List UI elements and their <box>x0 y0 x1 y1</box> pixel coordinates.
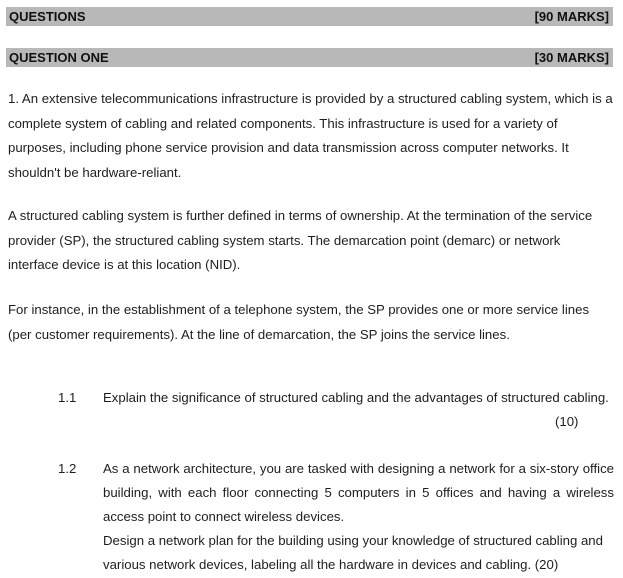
section-marks: [90 MARKS] <box>534 9 609 24</box>
question-header-bar <box>6 48 613 67</box>
question-1-1-number: 1.1 <box>58 390 77 405</box>
question-1-1-text: Explain the significance of structured cabling and the advantages of structured cabling. <box>103 390 609 405</box>
question-marks: [30 MARKS] <box>534 50 609 65</box>
intro-paragraph-3: For instance, in the establishment of a telephone system, the SP provides one or more service lines (per customer requirements). At the line of demarcation, the SP joins the service lines. <box>8 302 590 342</box>
question-1-2-text: As a network architecture, you are tasked with designing a network for a six-story office building, with each floor connecting 5 computers in 5 offices and having a wireless access point to connect wireless devices. <box>103 461 614 524</box>
question-1-2-body <box>103 457 614 577</box>
section-header-bar <box>6 7 613 26</box>
question-1-2-task-text: Design a network plan for the building using your knowledge of structured cabling and various network devices, labeling all the hardware in devices and cabling. <box>103 533 603 572</box>
question-1-2-task <box>103 529 614 577</box>
question-1-2-marks: (20) <box>534 557 559 572</box>
section-title: QUESTIONS <box>9 9 86 24</box>
question-title: QUESTION ONE <box>9 50 109 65</box>
question-1-2-number: 1.2 <box>58 461 77 476</box>
intro-paragraph-2: A structured cabling system is further defined in terms of ownership. At the termination of the service provider (SP), the structured cabling system starts. The demarcation point (demarc) or network interface device is at this location (NID). <box>8 208 593 272</box>
question-1-1-marks: (10) <box>555 414 579 429</box>
intro-paragraph-1: 1. An extensive telecommunications infrastructure is provided by a structured cabling system, which is a complete system of cabling and related components. This infrastructure is used for a variety of purposes, including phone service provision and data transmission across computer networks. It shouldn't be hardware-reliant. <box>8 91 613 180</box>
